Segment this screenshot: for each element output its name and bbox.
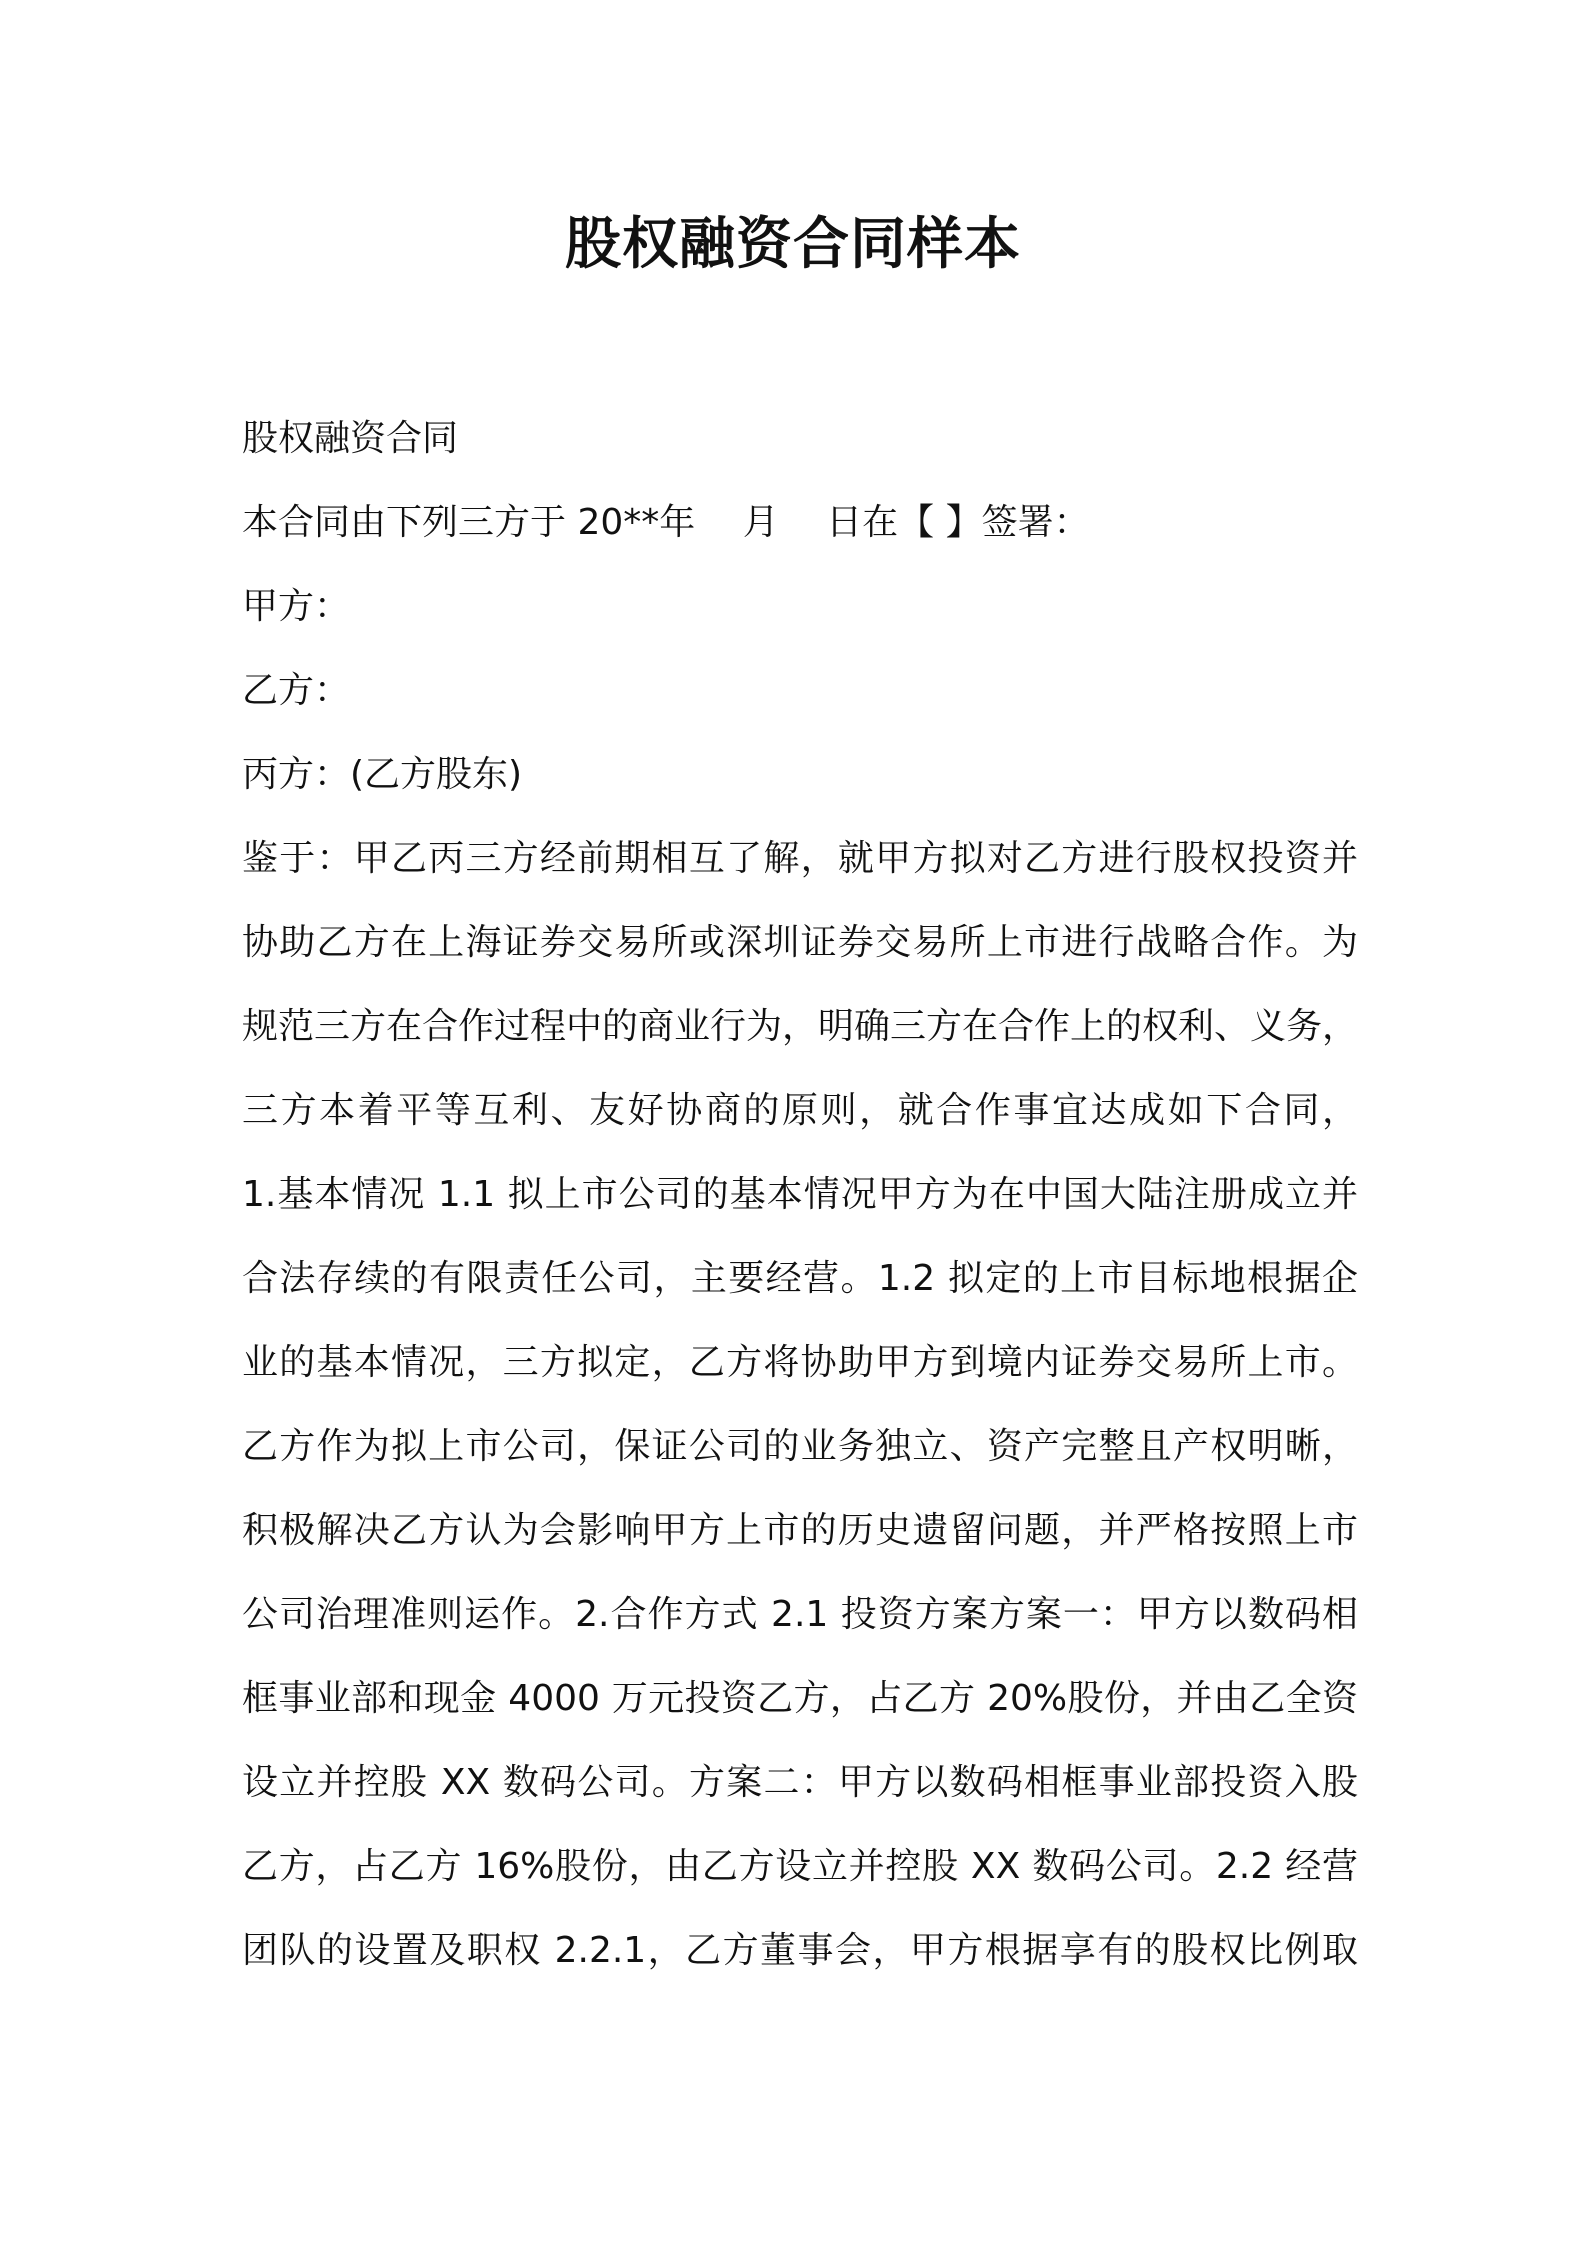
body-line: 三方本着平等互利、友好协商的原则，就合作事宜达成如下合同， xyxy=(242,1090,1358,1131)
body-line: 规范三方在合作过程中的商业行为，明确三方在合作上的权利、义务， xyxy=(242,1006,1359,1047)
body-line: 鉴于：甲乙丙三方经前期相互了解，就甲方拟对乙方进行股权投资并 xyxy=(242,838,1358,879)
party-a-line: 甲方： xyxy=(242,586,351,627)
body-line: 合法存续的有限责任公司，主要经营。1.2 拟定的上市目标地根据企 xyxy=(242,1258,1358,1299)
body-line: 公司治理准则运作。2.合作方式 2.1 投资方案方案一：甲方以数码相 xyxy=(242,1594,1358,1635)
body-line: 团队的设置及职权 2.2.1，乙方董事会，甲方根据享有的股权比例取 xyxy=(242,1930,1358,1971)
party-b-line: 乙方： xyxy=(242,670,351,711)
party-c-line: 丙方：(乙方股东) xyxy=(242,754,523,795)
body-line: 1.基本情况 1.1 拟上市公司的基本情况甲方为在中国大陆注册成立并 xyxy=(242,1174,1358,1215)
body-line: 设立并控股 XX 数码公司。方案二：甲方以数码相框事业部投资入股 xyxy=(242,1762,1358,1803)
body-line: 乙方，占乙方 16%股份，由乙方设立并控股 XX 数码公司。2.2 经营 xyxy=(242,1846,1358,1887)
body-line: 积极解决乙方认为会影响甲方上市的历史遗留问题，并严格按照上市 xyxy=(242,1510,1358,1551)
body-line: 业的基本情况，三方拟定，乙方将协助甲方到境内证券交易所上市。 xyxy=(242,1342,1358,1383)
body-line: 框事业部和现金 4000 万元投资乙方，占乙方 20%股份，并由乙全资 xyxy=(242,1678,1358,1719)
body-line: 协助乙方在上海证券交易所或深圳证券交易所上市进行战略合作。为 xyxy=(242,922,1358,963)
signing-line: 本合同由下列三方于 20**年 月 日在【 】签署： xyxy=(242,502,1090,543)
body-line: 乙方作为拟上市公司，保证公司的业务独立、资产完整且产权明晰， xyxy=(242,1426,1358,1467)
document-body xyxy=(242,397,1358,1993)
document-title: 股权融资合同样本 xyxy=(565,212,1021,277)
paragraph-heading: 股权融资合同 xyxy=(242,418,459,459)
